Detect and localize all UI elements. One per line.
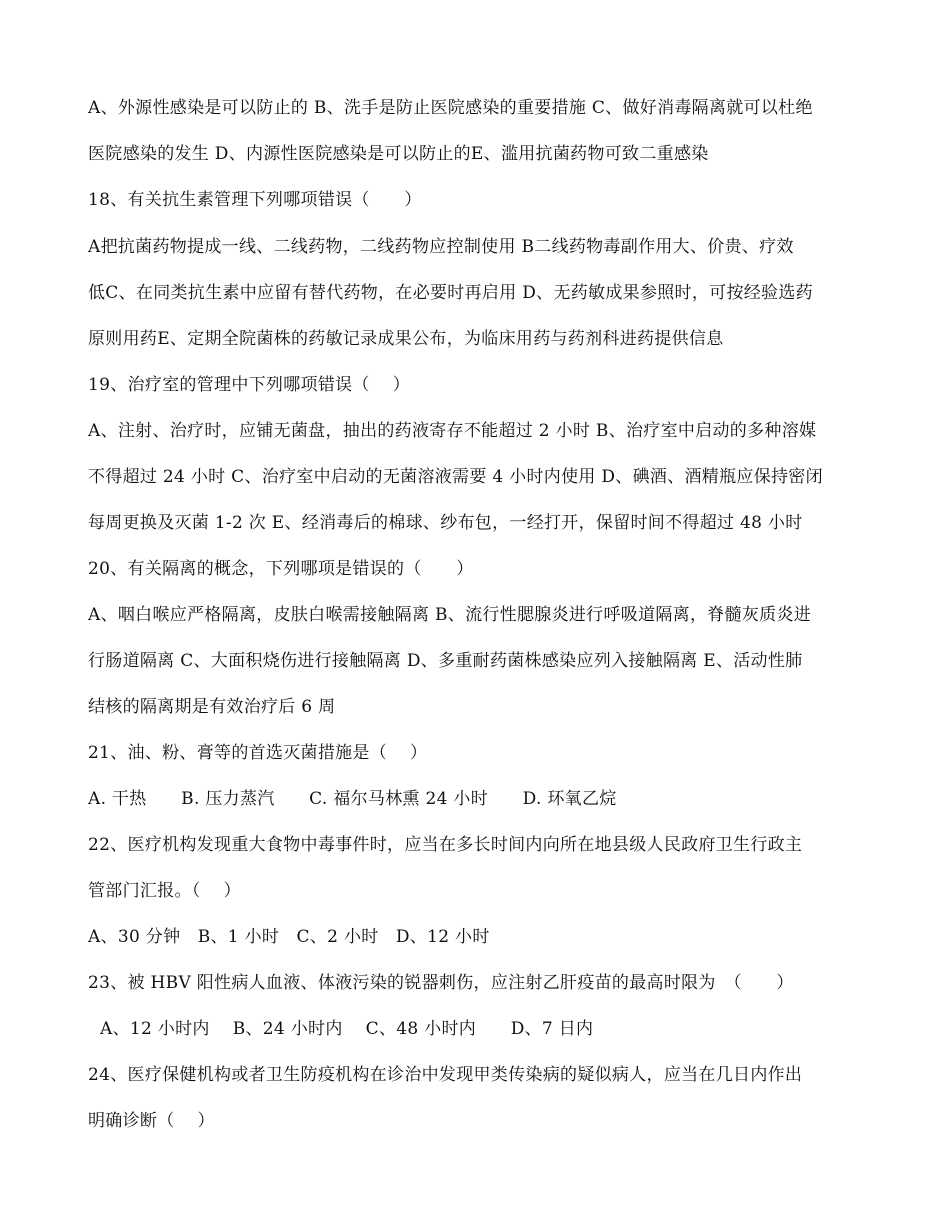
question-23-options: A、12 小时内 B、24 小时内 C、48 小时内 D、7 日内	[100, 1019, 594, 1039]
question-21-options: A. 干热 B. 压力蒸汽 C. 福尔马林熏 24 小时 D. 环氧乙烷	[88, 789, 617, 809]
text-line: 不得超过 24 小时 C、治疗室中启动的无菌溶液需要 4 小时内使用 D、碘酒、酒精瓶应保持密闭	[88, 467, 823, 487]
text-line: 明确诊断（ ）	[88, 1111, 215, 1131]
question-21-title: 21、油、粉、膏等的首选灭菌措施是（ ）	[88, 743, 428, 763]
text-line: 行肠道隔离 C、大面积烧伤进行接触隔离 D、多重耐药菌株感染应列入接触隔离 E、活动性肺	[88, 651, 803, 671]
text-line: 管部门汇报。（ ）	[88, 881, 241, 901]
question-18-title: 18、有关抗生素管理下列哪项错误（ ）	[88, 190, 422, 210]
text-line: 低C、在同类抗生素中应留有替代药物，在必要时再启用 D、无药敏成果参照时，可按经验选药	[88, 283, 813, 303]
question-23-title: 23、被 HBV 阳性病人血液、体液污染的锐器刺伤，应注射乙肝疫苗的最高时限为 （ ）	[88, 973, 794, 993]
text-line: A、注射、治疗时，应铺无菌盘，抽出的药液寄存不能超过 2 小时 B、治疗室中启动的多种溶媒	[88, 421, 817, 441]
text-line: 结核的隔离期是有效治疗后 6 周	[88, 697, 336, 717]
text-line: A把抗菌药物提成一线、二线药物，二线药物应控制使用 B二线药物毒副作用大、价贵、疗效	[88, 237, 794, 257]
text-line: A、外源性感染是可以防止的 B、洗手是防止医院感染的重要措施 C、做好消毒隔离就可以杜绝	[88, 98, 813, 118]
text-line: 每周更换及灭菌 1-2 次 E、经消毒后的棉球、纱布包，一经打开，保留时间不得超过 48 小时	[88, 513, 803, 533]
question-24-title: 24、医疗保健机构或者卫生防疫机构在诊治中发现甲类传染病的疑似病人，应当在几日内作出	[88, 1065, 803, 1085]
question-20-title: 20、有关隔离的概念，下列哪项是错误的（ ）	[88, 559, 474, 579]
text-line: A、咽白喉应严格隔离，皮肤白喉需接触隔离 B、流行性腮腺炎进行呼吸道隔离，脊髓灰质炎进	[88, 605, 812, 625]
question-19-title: 19、治疗室的管理中下列哪项错误（ ）	[88, 375, 411, 395]
question-22-title: 22、医疗机构发现重大食物中毒事件时，应当在多长时间内向所在地县级人民政府卫生行政主	[88, 835, 803, 855]
text-line: 原则用药E、定期全院菌株的药敏记录成果公布，为临床用药与药剂科进药提供信息	[88, 329, 724, 349]
text-line: 医院感染的发生 D、内源性医院感染是可以防止的E、滥用抗菌药物可致二重感染	[88, 144, 709, 164]
question-22-options: A、30 分钟 B、1 小时 C、2 小时 D、12 小时	[88, 927, 490, 947]
